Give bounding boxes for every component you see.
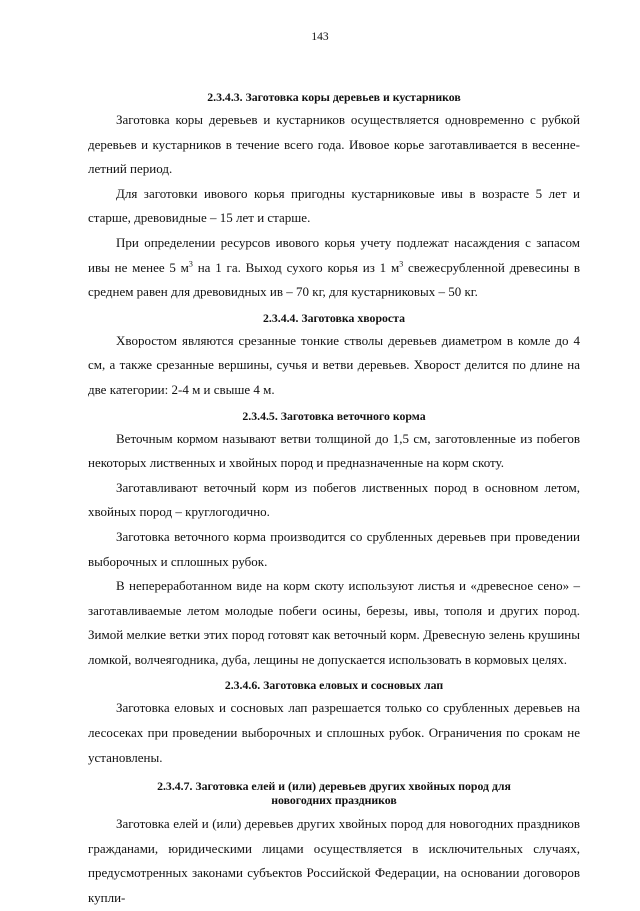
section-spruce-pine-branches <box>88 678 580 770</box>
section-bark-harvesting <box>88 90 580 305</box>
heading-line: 2.3.4.7. Заготовка елей и (или) деревьев других хвойных пород для <box>157 779 511 794</box>
section-new-year-trees <box>88 779 580 910</box>
superscript: 3 <box>188 259 193 269</box>
section-heading: 2.3.4.4. Заготовка хвороста <box>263 310 405 325</box>
text-run: на 1 га. Выход сухого корья из 1 м <box>192 259 400 275</box>
heading-line: новогодних праздников <box>271 793 397 808</box>
paragraph: Заготавливают веточный корм из побегов лиственных пород в основном летом, хвойных пород – круглогодично. <box>88 479 580 520</box>
paragraph: Заготовка коры деревьев и кустарников осуществляется одновременно с рубкой деревьев и кустарников в течение всего года. Ивовое корье заготавливается в весенне-летний период. <box>88 112 580 177</box>
paragraph <box>88 231 580 305</box>
paragraph: Для заготовки ивового корья пригодны кустарниковые ивы в возрасте 5 лет и старше, древовидные – 15 лет и старше. <box>88 185 580 226</box>
text-run: При определении ресурсов ивового корья учету подлежат насаждения с запасом ивы не менее 5 м <box>88 234 580 275</box>
superscript: 3 <box>399 259 404 269</box>
section-branch-fodder-harvesting <box>88 409 580 673</box>
text-run: свежесрубленной древесины в среднем равен для древовидных ив – 70 кг, для кустарниковых – 50 кг. <box>88 259 581 300</box>
paragraph: Заготовка еловых и сосновых лап разрешается только со срубленных деревьев на лесосеках при проведении выборочных и сплошных рубок. Ограничения по срокам не установлены. <box>88 700 580 765</box>
paragraph: Заготовка веточного корма производится со срубленных деревьев при проведении выборочных и сплошных рубок. <box>88 528 580 569</box>
section-heading <box>88 779 580 807</box>
section-heading: 2.3.4.6. Заготовка еловых и сосновых лап <box>224 678 444 693</box>
paragraph: Хворостом являются срезанные тонкие стволы деревьев диаметром в комле до 4 см, а также срезанные вершины, сучья и ветви деревьев. Хворост делится по длине на две категории: 2-4 м и свыше 4 м. <box>88 332 580 397</box>
section-heading: 2.3.4.3. Заготовка коры деревьев и кустарников <box>207 90 461 104</box>
section-brushwood-harvesting <box>88 311 580 403</box>
paragraph: Заготовка елей и (или) деревьев других хвойных пород для новогодних праздников гражданами, юридическими лицами осуществляется в исключительных случаях, предусмотренных законами субъектов Российской Федерации, на основании договоров купли- <box>88 816 580 906</box>
paragraph: Веточным кормом называют ветви толщиной до 1,5 см, заготовленные из побегов некоторых лиственных и хвойных пород и предназначенные на корм скоту. <box>88 430 580 471</box>
page-number: 143 <box>311 31 329 43</box>
page-content <box>88 90 580 911</box>
section-heading: 2.3.4.5. Заготовка веточного корма <box>242 408 426 423</box>
paragraph: В непереработанном виде на корм скоту используют листья и «древесное сено» – заготавливаемые летом молодые побеги осины, березы, ивы, тополя и других пород. Зимой мелкие ветки этих пород готовят как веточный корм. Древесную зелень крушины ломкой, волчеягодника, дуба, лещины не допускается использовать в кормовых целях. <box>88 578 580 667</box>
